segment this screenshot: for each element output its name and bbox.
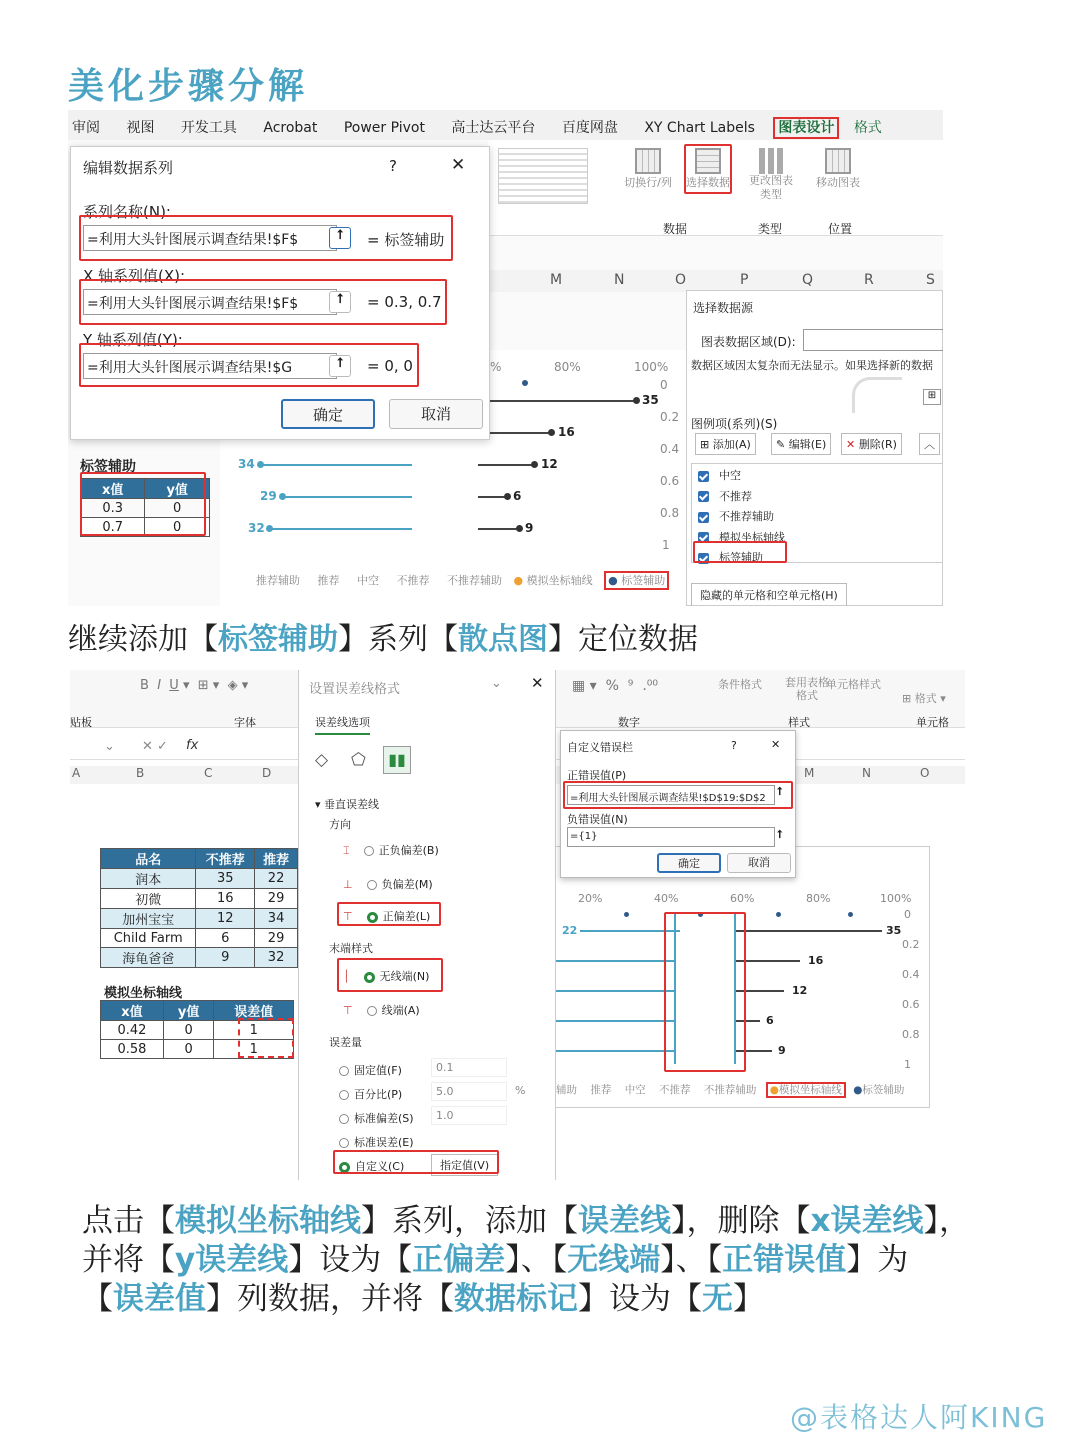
caption-line-1: 点击【模拟坐标轴线】系列，添加【误差线】，删除【x误差线】，	[82, 1203, 970, 1239]
chart-style-thumb[interactable]	[498, 148, 588, 204]
cyan-line	[556, 1050, 674, 1052]
range-input[interactable]	[803, 329, 943, 351]
series-item[interactable]: 不推荐	[698, 487, 937, 508]
dot-16	[548, 429, 555, 436]
cell[interactable]: 加州宝宝	[101, 909, 196, 929]
collapse-icon[interactable]: ⭡	[329, 227, 351, 249]
cell-group-label: 单元格	[916, 716, 949, 729]
hidden-cells-button[interactable]: 隐藏的单元格和空单元格(H)	[691, 583, 847, 606]
cyan-line	[556, 990, 674, 992]
highlight-error-col	[238, 1018, 294, 1058]
line-34	[262, 464, 412, 466]
legend-item: 中空	[357, 574, 379, 587]
pos-label: 正错误值(P)	[567, 769, 627, 782]
y-06: 0.6	[660, 474, 680, 488]
neg-input[interactable]: ={1}	[567, 827, 775, 847]
percent-value[interactable]: 5.0	[431, 1082, 507, 1101]
th: 推荐	[255, 849, 298, 869]
y-label: Y 轴系列值(Y):	[83, 331, 183, 349]
opt-percent[interactable]: 百分比(P)	[339, 1086, 402, 1102]
collapse-icon[interactable]: ⭡	[329, 355, 351, 377]
border-icon[interactable]: ⊞	[197, 678, 209, 693]
series-item[interactable]: 模拟坐标轴线	[698, 528, 937, 549]
dot	[624, 912, 629, 917]
lbl-16: 16	[558, 425, 575, 439]
number-tools: ▦ ▾ % ⁹ .⁰⁰	[572, 678, 658, 694]
y-1: 1	[662, 538, 670, 552]
tab-review[interactable]: 审阅	[72, 120, 100, 136]
screenshot-2	[70, 670, 965, 1180]
direction-label: 方向	[329, 818, 351, 831]
highlight-pos	[563, 781, 793, 809]
change-type-button[interactable]	[746, 148, 796, 202]
col-r: R	[864, 272, 874, 288]
cell[interactable]: 12	[196, 909, 255, 929]
cancel-icon[interactable]: ✕ ✓	[142, 739, 168, 754]
group-type-label: 类型	[758, 222, 783, 236]
group-pos-label: 位置	[828, 222, 853, 236]
legend-item: 不推荐辅助	[703, 1084, 757, 1096]
close-icon[interactable]: ✕	[451, 155, 466, 175]
plus-icon: ⊤	[343, 910, 353, 923]
th-x: x值	[81, 479, 145, 499]
collapse-icon[interactable]: ⭡	[777, 828, 783, 841]
name-label: 系列名称(N):	[83, 203, 171, 221]
bar-options-icon[interactable]: ▮▮	[383, 746, 411, 774]
pct: 20%	[578, 892, 603, 905]
series-item[interactable]: 标签辅助	[698, 548, 937, 569]
tab-developer[interactable]: 开发工具	[180, 120, 237, 136]
err-title: 自定义错误栏	[567, 741, 633, 754]
series-item[interactable]: 中空	[698, 466, 937, 487]
underline-icon[interactable]: U	[169, 678, 179, 693]
series-item[interactable]: 不推荐辅助	[698, 507, 937, 528]
section-vertical[interactable]: ▾ 垂直误差线	[315, 798, 380, 811]
cell[interactable]: 16	[196, 889, 255, 909]
dropdown-icon[interactable]: ⌄	[104, 739, 115, 754]
line-9	[478, 528, 518, 530]
ribbon-tabs	[68, 110, 943, 140]
lbl-22: 22	[562, 924, 578, 937]
legend-item: 推荐	[590, 1084, 612, 1096]
caption-line-2: 并将【y误差线】设为【正偏差】、【无线端】、【正错误值】为	[82, 1242, 909, 1278]
y-02: 0.2	[660, 410, 680, 424]
opt-stderr[interactable]: 标准误差(E)	[339, 1134, 414, 1150]
edit-series-dialog	[70, 146, 490, 440]
dot-top	[522, 380, 528, 386]
collapse-icon[interactable]: ⭡	[777, 785, 783, 798]
move-chart-icon	[825, 148, 851, 174]
tab-gsd[interactable]: 高士达云平台	[451, 120, 536, 136]
legend-item: 辅助	[556, 1084, 577, 1096]
no-cap-icon: │	[343, 970, 350, 983]
delete-button[interactable]: ✕ 删除(R)	[841, 433, 902, 455]
font-group-label: 字体	[234, 716, 256, 729]
minus-icon: ⊥	[343, 878, 353, 891]
tab-view[interactable]: 视图	[126, 120, 155, 136]
switch-label: 切换行/列	[624, 176, 672, 189]
y-result: = 0, 0	[367, 357, 413, 375]
legend-label: 图例项(系列)(S)	[691, 417, 778, 431]
label-helper-title: 标签辅助	[80, 459, 136, 475]
dot-6	[504, 493, 511, 500]
fixed-value[interactable]: 0.1	[431, 1058, 507, 1077]
opt-fixed[interactable]: 固定值(F)	[339, 1062, 402, 1078]
line-12	[478, 464, 533, 466]
line-35	[485, 400, 635, 402]
custom-error-dialog	[560, 730, 796, 878]
highlight-series-item	[693, 541, 787, 563]
caption-text: 继续添加【	[68, 622, 218, 657]
ok-button[interactable]: 确定	[281, 399, 375, 429]
legend-item-label-helper: ● 标签辅助	[604, 571, 669, 590]
watermark: @表格达人阿KING	[790, 1401, 1048, 1434]
cell[interactable]: 6	[196, 929, 255, 948]
y: 0.2	[902, 938, 920, 951]
cell[interactable]: 0.42	[101, 1021, 164, 1040]
cell-style[interactable]: 单元格样式	[826, 678, 881, 691]
cell[interactable]: 0.58	[101, 1040, 164, 1059]
opt-custom[interactable]: 自定义(C)	[339, 1158, 404, 1174]
highlight-custom	[333, 1150, 499, 1174]
y-08: 0.8	[660, 506, 680, 520]
cell[interactable]: 0	[163, 1040, 214, 1059]
highlight-select-data	[684, 144, 732, 194]
pct: 100%	[880, 892, 912, 905]
col: C	[204, 766, 213, 780]
pane-title: 设置误差线格式	[309, 682, 401, 697]
checkbox-icon	[698, 471, 709, 482]
switch-icon	[635, 148, 661, 174]
name-input[interactable]: =利用大头针图展示调查结果!$F$	[83, 225, 337, 251]
caption-line-3: 【误差值】列数据，并将【数据标记】设为【无】	[82, 1281, 764, 1317]
legend-item: 推荐	[317, 574, 340, 587]
add-button[interactable]: ⊞ 添加(A)	[695, 433, 756, 455]
cell[interactable]: 32	[255, 948, 298, 968]
data-table	[100, 848, 298, 968]
y-input[interactable]: =利用大头针图展示调查结果!$G	[83, 353, 337, 379]
cell[interactable]: 润本	[101, 869, 196, 889]
th: 不推荐	[196, 849, 255, 869]
checkbox-icon	[698, 491, 709, 502]
lbl-16: 16	[808, 954, 824, 967]
cell[interactable]: 初微	[101, 889, 196, 909]
cyan-line	[556, 960, 674, 962]
col-p: P	[740, 272, 749, 288]
grid-icon[interactable]: ⊞	[923, 389, 941, 405]
highlight-x	[79, 279, 447, 325]
highlight-label-table	[80, 472, 206, 536]
highlight-y	[79, 343, 419, 387]
cyan-line	[556, 1020, 674, 1022]
caption-text: 】系列【	[338, 622, 458, 657]
y-04: 0.4	[660, 442, 680, 456]
chart-2-legend	[556, 1082, 904, 1097]
y: 0.4	[902, 968, 920, 981]
caption-highlight: 散点图	[458, 622, 548, 657]
tab-power-pivot[interactable]: Power Pivot	[343, 120, 425, 136]
col-o: O	[675, 272, 687, 288]
th: 品名	[101, 849, 196, 869]
legend-item: 中空	[624, 1084, 646, 1096]
cell[interactable]: 1	[214, 1021, 294, 1040]
legend-item: ●标签辅助	[853, 1084, 905, 1096]
legend-item: 不推荐辅助	[447, 574, 502, 587]
range-note: 数据区域因太复杂而无法显示。如果选择新的数据	[691, 359, 933, 372]
dot	[848, 912, 853, 917]
col: O	[920, 766, 930, 780]
cell[interactable]: 29	[255, 889, 298, 909]
format-button[interactable]: ⊞ 格式 ▾	[902, 692, 946, 705]
pane-tab[interactable]: 误差线选项	[315, 714, 370, 735]
line-35	[736, 930, 882, 932]
up-button[interactable]: ︿	[919, 433, 940, 455]
cond-format[interactable]: 条件格式	[718, 678, 762, 691]
cell[interactable]: 0.7	[81, 518, 145, 537]
cell[interactable]: 22	[255, 869, 298, 889]
switch-row-col-button[interactable]	[623, 148, 673, 190]
select-source-dialog	[686, 290, 943, 606]
stddev-value[interactable]: 1.0	[431, 1106, 507, 1125]
legend-item-axis: ●模拟坐标轴线	[766, 1082, 846, 1098]
y: 0	[904, 908, 911, 921]
col: M	[804, 766, 815, 780]
move-chart-button[interactable]	[813, 148, 863, 190]
cell[interactable]: 海龟爸爸	[101, 948, 196, 968]
name-result: = 标签辅助	[367, 231, 445, 249]
opt-cap[interactable]: ⊤ 线端(A)	[343, 1004, 420, 1017]
th: x值	[101, 1001, 164, 1021]
pct: 60%	[730, 892, 755, 905]
collapse-icon[interactable]: ⭡	[329, 291, 351, 313]
ribbon-body	[488, 140, 943, 236]
clipboard-label: 贴板	[70, 716, 92, 729]
opt-plus[interactable]: ⊤ 正偏差(L)	[343, 910, 431, 923]
tab-baidu[interactable]: 百度网盘	[561, 120, 618, 136]
tab-chart-design[interactable]: 图表设计	[773, 117, 839, 139]
chart-2[interactable]	[556, 846, 932, 1108]
tab-format[interactable]: 格式	[853, 120, 882, 136]
dialog-title: 编辑数据系列	[83, 159, 174, 177]
style-group-label: 样式	[788, 716, 810, 729]
lbl-12: 12	[541, 457, 558, 471]
dot-35	[633, 397, 640, 404]
help-button[interactable]: ?	[389, 157, 397, 175]
y-0: 0	[660, 378, 668, 392]
col-headers	[490, 270, 943, 292]
opt-no-cap[interactable]: │ 无线端(N)	[343, 970, 430, 983]
edit-button[interactable]: ✎ 编辑(E)	[771, 433, 831, 455]
checkbox-icon	[698, 512, 709, 523]
legend-item: 不推荐	[396, 574, 430, 587]
group-data-label: 数据	[663, 222, 688, 236]
cell[interactable]: 0.3	[81, 499, 145, 518]
dot	[776, 912, 781, 917]
opt-minus[interactable]: ⊥ 负偏差(M)	[343, 878, 433, 891]
close-icon[interactable]: ✕	[771, 738, 781, 751]
legend-item: 不推荐	[659, 1084, 691, 1096]
y: 1	[904, 1058, 911, 1071]
axis-table-title: 模拟坐标轴线	[104, 986, 183, 1001]
page-title: 美化步骤分解	[68, 66, 309, 107]
src-title: 选择数据源	[693, 301, 754, 315]
th-y: y值	[145, 479, 210, 499]
col: N	[862, 766, 871, 780]
highlight-no-cap	[337, 958, 443, 992]
th: y值	[163, 1001, 214, 1021]
cell[interactable]: 0	[163, 1021, 214, 1040]
dot-12	[531, 461, 538, 468]
chart-1-legend	[256, 572, 669, 588]
cell[interactable]: 0	[145, 499, 210, 518]
col-n: N	[614, 272, 625, 288]
lbl-35: 35	[642, 393, 659, 407]
cancel-button[interactable]: 取消	[389, 399, 483, 429]
col-m: M	[550, 272, 563, 288]
pct-100: 100%	[634, 360, 669, 374]
fill-line-icon[interactable]: ◇	[315, 750, 329, 770]
pos-input[interactable]: =利用大头针图展示调查结果!$D$19:$D$2	[567, 785, 775, 805]
tab-acrobat[interactable]: Acrobat	[263, 120, 318, 136]
pct: 40%	[654, 892, 679, 905]
format-error-pane	[298, 670, 556, 1180]
line-29	[284, 496, 412, 498]
col: D	[262, 766, 272, 780]
amount-label: 误差量	[329, 1036, 362, 1049]
change-type-label: 更改图表类型	[749, 174, 793, 201]
range-label: 图表数据区域(D):	[701, 335, 796, 349]
caption-highlight: 标签辅助	[218, 622, 338, 657]
help-button[interactable]: ?	[731, 739, 737, 752]
pct-label: %	[490, 360, 502, 374]
col-q: Q	[802, 272, 814, 288]
neg-label: 负错误值(N)	[567, 813, 628, 826]
ok-button[interactable]: 确定	[657, 853, 721, 873]
select-data-label: 选择数据	[686, 176, 730, 189]
cell[interactable]: 34	[255, 909, 298, 929]
col: A	[72, 766, 81, 780]
caption-1	[68, 614, 698, 658]
lbl-29: 29	[260, 489, 277, 503]
close-icon[interactable]: ✕	[531, 674, 544, 692]
effects-icon[interactable]: ⬠	[351, 750, 366, 770]
legend-item: 推荐辅助	[256, 574, 300, 587]
col-s: S	[926, 272, 935, 288]
fill-icon[interactable]: ◈	[227, 678, 238, 693]
specify-value-button[interactable]: 指定值(V)	[431, 1154, 498, 1176]
end-label: 末端样式	[329, 942, 373, 955]
highlight-error-bars	[664, 912, 746, 1072]
tab-xy-labels[interactable]: XY Chart Labels	[644, 120, 755, 136]
cap-icon: ⊤	[343, 1004, 353, 1017]
screenshot-1	[68, 110, 943, 606]
line-16	[485, 432, 550, 434]
legend-item: ● 模拟坐标轴线	[513, 574, 593, 587]
caption-text: 】定位数据	[548, 622, 698, 657]
col: B	[136, 766, 145, 780]
lbl-9: 9	[778, 1044, 786, 1057]
line-32	[271, 528, 412, 530]
highlight-plus	[337, 902, 441, 926]
italic-icon[interactable]: I	[157, 678, 162, 693]
highlight-name	[79, 215, 453, 261]
y: 0.6	[902, 998, 920, 1011]
lbl-6: 6	[513, 489, 522, 503]
opt-both[interactable]: ⌶ 正负偏差(B)	[343, 844, 439, 857]
line-6	[478, 496, 506, 498]
cell[interactable]: 35	[196, 869, 255, 889]
lbl-35: 35	[886, 924, 902, 937]
x-input[interactable]: =利用大头针图展示调查结果!$F$	[83, 289, 337, 315]
cell[interactable]: 29	[255, 929, 298, 948]
cell[interactable]: Child Farm	[101, 929, 196, 948]
lbl-12: 12	[792, 984, 808, 997]
y: 0.8	[902, 1028, 920, 1041]
pct-80: 80%	[554, 360, 581, 374]
cell[interactable]: 0	[145, 518, 210, 537]
x-result: = 0.3, 0.7	[367, 293, 442, 311]
fx-icon[interactable]: fx	[186, 738, 199, 753]
lbl-32: 32	[248, 521, 265, 535]
move-chart-label: 移动图表	[816, 176, 860, 189]
opt-stddev[interactable]: 标准偏差(S)	[339, 1110, 414, 1126]
number-group-label: 数字	[618, 716, 640, 729]
cell[interactable]: 9	[196, 948, 255, 968]
both-icon: ⌶	[343, 844, 350, 857]
cell[interactable]: 1	[214, 1040, 294, 1059]
lbl-34: 34	[238, 457, 255, 471]
switch-arrow-icon[interactable]	[852, 377, 902, 413]
caption-2	[82, 1202, 970, 1319]
table-format[interactable]: 套用表格格式	[785, 676, 829, 702]
th: 误差值	[214, 1001, 294, 1021]
percent-sign: %	[515, 1084, 526, 1097]
x-label: X 轴系列值(X):	[83, 267, 186, 285]
bold-icon[interactable]: B	[140, 678, 149, 693]
lbl-9: 9	[525, 521, 534, 535]
chevron-down-icon[interactable]: ⌄	[491, 676, 502, 691]
cancel-button[interactable]: 取消	[727, 853, 791, 873]
dot-9	[516, 525, 523, 532]
pct: 80%	[806, 892, 831, 905]
font-tools: B I U ▾ ⊞ ▾ ◈ ▾	[140, 678, 249, 693]
lbl-6: 6	[766, 1014, 774, 1027]
bar-chart-icon	[759, 148, 783, 174]
